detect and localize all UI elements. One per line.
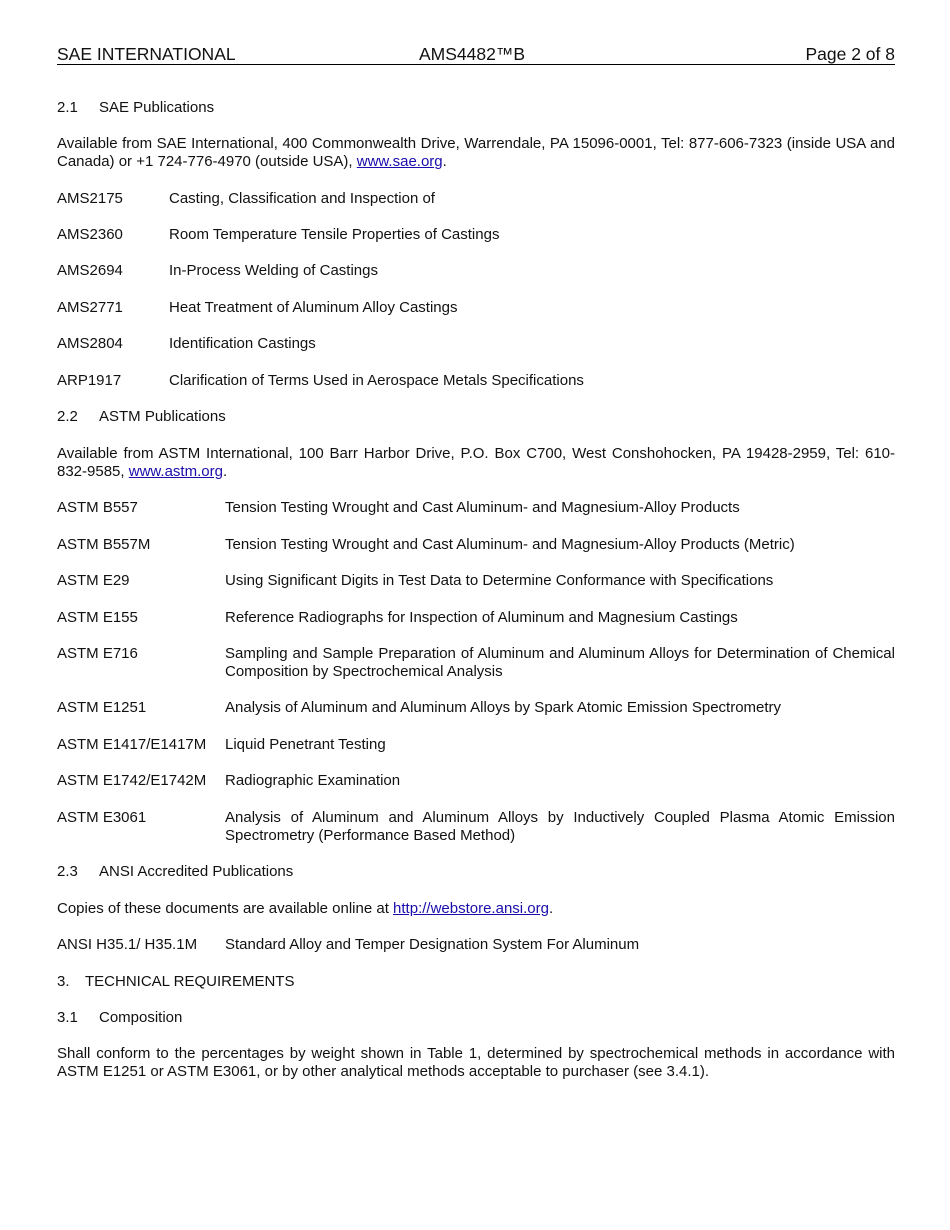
reference-code: ASTM E1742/E1742M	[57, 772, 207, 789]
reference-title: Tension Testing Wrought and Cast Aluminum- and Magnesium-Alloy Products	[225, 499, 740, 516]
ansi-availability-paragraph	[57, 900, 895, 918]
availability-text: Available from ASTM International, 100 Barr Harbor Drive, P.O. Box C700, West Conshohocken, PA 19428-2959, Tel: 610-832-9585,	[57, 445, 895, 480]
punctuation: .	[442, 153, 447, 170]
reference-code: AMS2804	[57, 335, 123, 352]
reference-title: Room Temperature Tensile Properties of Castings	[169, 226, 500, 243]
section-number: 3.1	[57, 1009, 78, 1026]
reference-code: AMS2360	[57, 226, 123, 243]
section-heading-2-1	[57, 99, 895, 117]
section-heading-3-1	[57, 1009, 895, 1027]
reference-code: ANSI H35.1/ H35.1M	[57, 936, 198, 953]
section-heading-2-3	[57, 863, 895, 881]
reference-title: Tension Testing Wrought and Cast Aluminum- and Magnesium-Alloy Products (Metric)	[225, 536, 795, 553]
section-title: SAE Publications	[99, 99, 215, 116]
header-page-number: Page 2 of 8	[805, 44, 895, 64]
section-number: 2.2	[57, 408, 78, 425]
availability-text: Copies of these documents are available online at	[57, 900, 394, 917]
section-title: Composition	[99, 1009, 183, 1026]
availability-text: Available from SAE International, 400 Commonwealth Drive, Warrendale, PA 15096-0001, Tel: 877-606-7323 (inside USA and Canada) or +1 724-776-4970 (outside USA),	[57, 135, 895, 170]
reference-title: Radiographic Examination	[225, 772, 401, 789]
header-org: SAE INTERNATIONAL	[57, 44, 236, 64]
reference-code: ASTM E716	[57, 645, 138, 662]
reference-title: Heat Treatment of Aluminum Alloy Castings	[169, 299, 458, 316]
reference-title: Sampling and Sample Preparation of Aluminum and Aluminum Alloys for Determination of Chemical Composition by Spectrochemical Analysis	[225, 645, 895, 680]
reference-code: ASTM E1251	[57, 699, 147, 716]
punctuation: .	[222, 463, 228, 480]
composition-paragraph: Shall conform to the percentages by weight shown in Table 1, determined by spectrochemical methods in accordance with ASTM E1251 or ASTM E3061, or by other analytical methods acceptable to purchaser (see 3.4.1).	[57, 1045, 895, 1080]
reference-title: In-Process Welding of Castings	[169, 262, 378, 279]
section-heading-3	[57, 973, 895, 991]
reference-title: Reference Radiographs for Inspection of Aluminum and Magnesium Castings	[225, 609, 738, 626]
ansi-webstore-link[interactable]: http://webstore.ansi.org	[393, 900, 549, 917]
reference-title: Using Significant Digits in Test Data to Determine Conformance with Specifications	[225, 572, 774, 589]
section-number: 2.1	[57, 99, 78, 116]
section-title: TECHNICAL REQUIREMENTS	[85, 973, 295, 990]
reference-code: AMS2694	[57, 262, 123, 279]
reference-code: AMS2771	[57, 299, 123, 316]
section-number: 3.	[57, 973, 70, 990]
reference-title: Clarification of Terms Used in Aerospace Metals Specifications	[169, 372, 584, 389]
reference-code: ASTM E29	[57, 572, 130, 589]
astm-availability-paragraph	[57, 445, 895, 481]
reference-code: ASTM B557	[57, 499, 138, 516]
section-number: 2.3	[57, 863, 78, 880]
sae-website-link[interactable]: www.sae.org	[356, 153, 443, 170]
astm-website-link[interactable]: www.astm.org	[128, 463, 223, 480]
section-title: ANSI Accredited Publications	[99, 863, 294, 880]
reference-title: Analysis of Aluminum and Aluminum Alloys by Spark Atomic Emission Spectrometry	[225, 699, 782, 716]
sae-availability-paragraph	[57, 135, 895, 171]
reference-code: ASTM B557M	[57, 536, 151, 553]
header-doc-number: AMS4482™B	[419, 44, 526, 64]
reference-title: Standard Alloy and Temper Designation System For Aluminum	[225, 936, 640, 953]
section-heading-2-2	[57, 408, 895, 426]
reference-code: ARP1917	[57, 372, 122, 389]
reference-title: Casting, Classification and Inspection of	[169, 190, 435, 207]
reference-code: ASTM E155	[57, 609, 138, 626]
reference-title: Liquid Penetrant Testing	[225, 736, 386, 753]
section-title: ASTM Publications	[99, 408, 226, 425]
reference-title: Analysis of Aluminum and Aluminum Alloys by Inductively Coupled Plasma Atomic Emission Spectrometry (Performance Based Method)	[225, 809, 895, 844]
reference-code: ASTM E3061	[57, 809, 147, 826]
page-header	[57, 44, 895, 65]
reference-title: Identification Castings	[169, 335, 316, 352]
reference-code: AMS2175	[57, 190, 123, 207]
punctuation: .	[548, 900, 554, 917]
reference-code: ASTM E1417/E1417M	[57, 736, 207, 753]
